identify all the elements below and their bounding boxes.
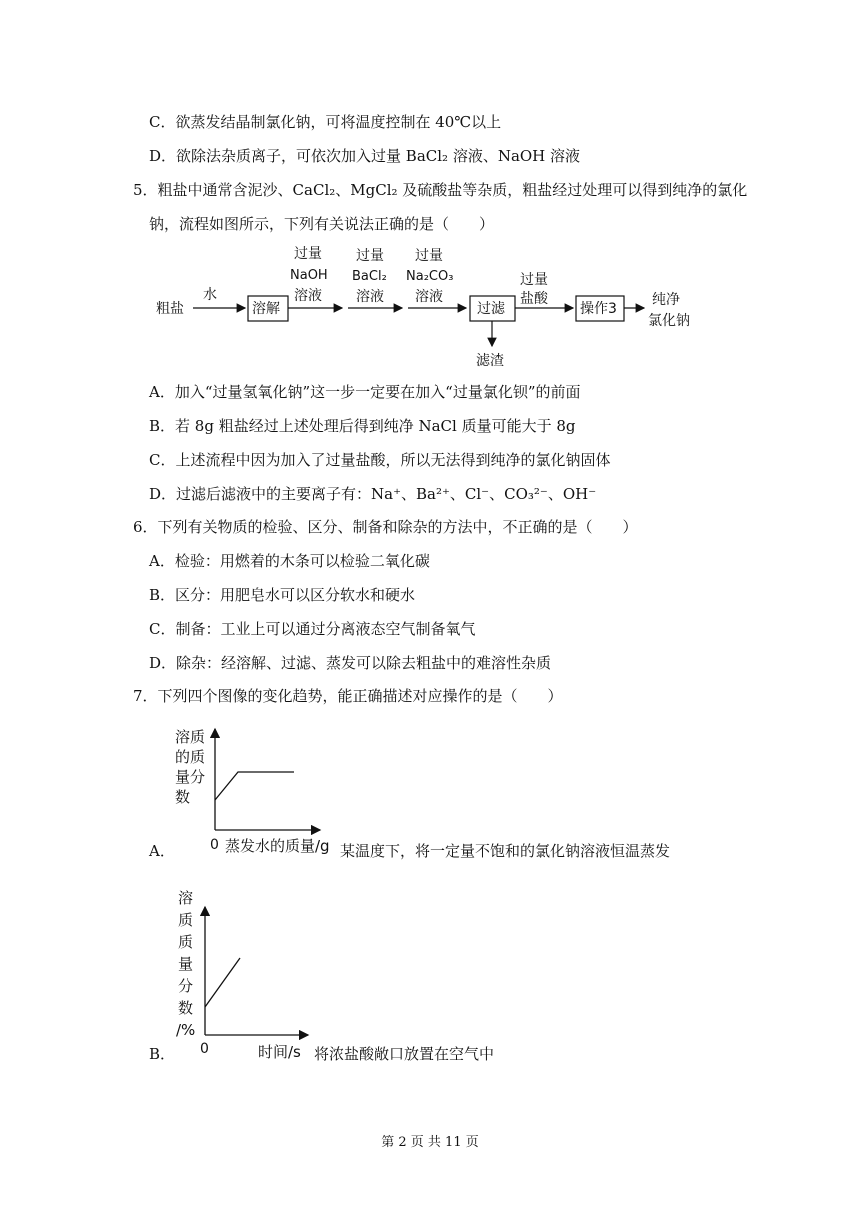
graph-b-xlabel: 时间/s bbox=[258, 1043, 301, 1061]
graph-a-ylabel-2: 的质 bbox=[175, 748, 206, 766]
graph-a bbox=[170, 725, 340, 860]
residue-label: 滤渣 bbox=[476, 353, 504, 369]
graph-a-curve bbox=[215, 772, 294, 800]
reagent-1-line1: 过量 bbox=[294, 246, 322, 262]
graph-b-ylabel-2: 质 bbox=[178, 911, 194, 929]
reagent-2-line2: BaCl₂ bbox=[352, 269, 387, 284]
flowchart bbox=[140, 240, 720, 375]
graph-a-description: 某温度下，将一定量不饱和的氯化钠溶液恒温蒸发 bbox=[340, 842, 671, 860]
prev-option-c: C．欲蒸发结晶制氯化钠，可将温度控制在 40℃以上 bbox=[149, 113, 502, 131]
graph-b-description: 将浓盐酸敞口放置在空气中 bbox=[314, 1045, 495, 1063]
reagent-2-line1: 过量 bbox=[356, 248, 384, 264]
reagent-3-line1: 过量 bbox=[415, 248, 443, 264]
box-operation-3-label: 操作3 bbox=[580, 301, 617, 317]
question-6-option-c: C．制备：工业上可以通过分离液态空气制备氧气 bbox=[149, 620, 476, 638]
graph-a-letter: A． bbox=[149, 842, 175, 860]
product-line2: 氯化钠 bbox=[648, 313, 690, 329]
question-6-option-d: D．除杂：经溶解、过滤、蒸发可以除去粗盐中的难溶性杂质 bbox=[149, 654, 552, 672]
question-5-option-c: C．上述流程中因为加入了过量盐酸，所以无法得到纯净的氯化钠固体 bbox=[149, 451, 611, 469]
reagent-3-line2: Na₂CO₃ bbox=[406, 269, 454, 284]
question-5-stem: 5．粗盐中通常含泥沙、CaCl₂、MgCl₂ 及硫酸盐等杂质，粗盐经过处理可以得到纯净的氯化 bbox=[133, 181, 748, 199]
question-6-option-a: A．检验：用燃着的木条可以检验二氧化碳 bbox=[149, 552, 430, 570]
reagent-1-line3: 溶液 bbox=[294, 288, 322, 304]
graph-b bbox=[170, 885, 315, 1065]
reagent-1-line2: NaOH bbox=[290, 268, 328, 283]
question-5-option-a: A．加入“过量氢氧化钠”这一步一定要在加入“过量氯化钡”的前面 bbox=[149, 383, 581, 401]
box-filter-label: 过滤 bbox=[477, 301, 505, 317]
box-dissolve-label: 溶解 bbox=[252, 301, 280, 317]
reagent-2-line3: 溶液 bbox=[356, 289, 384, 305]
graph-b-ylabel-1: 溶 bbox=[178, 889, 194, 907]
graph-b-ylabel-6: 数 bbox=[178, 999, 194, 1017]
flow-start-label: 粗盐 bbox=[156, 301, 184, 317]
question-5-option-b: B．若 8g 粗盐经过上述处理后得到纯净 NaCl 质量可能大于 8g bbox=[149, 417, 576, 435]
graph-b-curve bbox=[205, 958, 240, 1007]
graph-b-ylabel-7: /% bbox=[176, 1021, 196, 1039]
flow-water-label: 水 bbox=[203, 287, 217, 303]
question-6-stem: 6．下列有关物质的检验、区分、制备和除杂的方法中，不正确的是（ ） bbox=[133, 518, 638, 536]
graph-b-origin: 0 bbox=[200, 1041, 209, 1057]
question-7-stem: 7．下列四个图像的变化趋势，能正确描述对应操作的是（ ） bbox=[133, 687, 563, 705]
reagent-4-line2: 盐酸 bbox=[520, 291, 548, 307]
graph-a-ylabel-4: 数 bbox=[175, 788, 191, 806]
reagent-4-line1: 过量 bbox=[520, 272, 548, 288]
graph-b-letter: B． bbox=[149, 1045, 176, 1063]
graph-a-xlabel: 蒸发水的质量/g bbox=[225, 837, 330, 855]
question-5-stem-cont: 钠，流程如图所示，下列有关说法正确的是（ ） bbox=[149, 215, 495, 233]
graph-a-origin: 0 bbox=[210, 837, 219, 853]
question-6-option-b: B．区分：用肥皂水可以区分软水和硬水 bbox=[149, 586, 416, 604]
graph-b-ylabel-5: 分 bbox=[178, 977, 194, 995]
page-footer: 第 2 页 共 11 页 bbox=[381, 1135, 479, 1150]
graph-a-ylabel-3: 量分 bbox=[175, 768, 206, 786]
reagent-3-line3: 溶液 bbox=[415, 289, 443, 305]
question-5-option-d: D．过滤后滤液中的主要离子有：Na⁺、Ba²⁺、Cl⁻、CO₃²⁻、OH⁻ bbox=[149, 485, 597, 503]
graph-b-ylabel-4: 量 bbox=[178, 955, 194, 973]
prev-option-d: D．欲除法杂质离子，可依次加入过量 BaCl₂ 溶液、NaOH 溶液 bbox=[149, 147, 581, 165]
graph-a-ylabel-1: 溶质 bbox=[175, 728, 206, 746]
graph-b-ylabel-3: 质 bbox=[178, 933, 194, 951]
product-line1: 纯净 bbox=[652, 292, 680, 308]
